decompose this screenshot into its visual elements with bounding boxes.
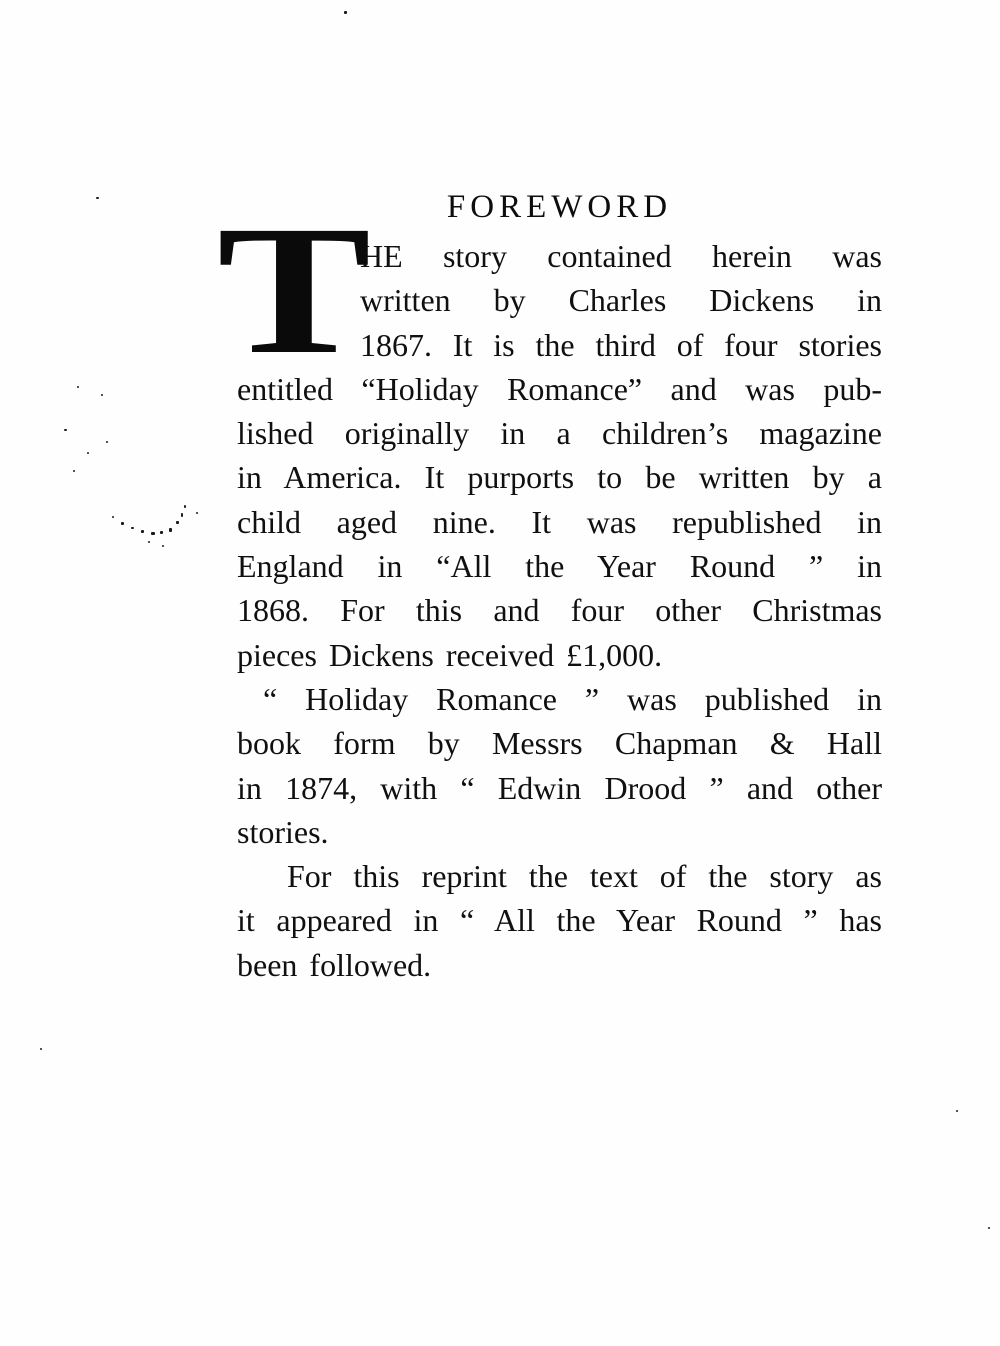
text-line: HE story contained herein was: [360, 238, 882, 274]
text-line: England in “All the Year Round ” in: [237, 548, 882, 585]
scan-artifact: [106, 441, 108, 443]
scan-artifact: [344, 11, 347, 14]
scan-artifact: [184, 505, 186, 508]
scan-artifact: [101, 394, 103, 396]
scan-artifact: [131, 527, 134, 529]
scan-artifact: [121, 522, 124, 525]
text-line: 1868. For this and four other Christmas: [237, 592, 882, 629]
text-line: been followed.: [237, 946, 432, 983]
text-line: pieces Dickens received £1,000.: [237, 636, 663, 673]
page-title: FOREWORD: [446, 189, 673, 225]
text-line: 1867. It is the third of four stories: [360, 326, 882, 363]
scan-artifact: [176, 521, 179, 524]
paragraph: [237, 854, 882, 987]
scan-artifact: [162, 545, 164, 547]
text-line: lished originally in a children’s magazine: [237, 415, 882, 452]
text-line: written by Charles Dickens in: [360, 282, 882, 319]
text-line: book form by Messrs Chapman & Hall: [237, 725, 882, 762]
scan-artifact: [160, 531, 163, 534]
scan-artifact: [77, 386, 79, 388]
scan-artifact: [196, 512, 198, 514]
scan-artifact: [64, 429, 67, 431]
text-line: child aged nine. It was republished in: [237, 503, 882, 540]
scan-artifact: [96, 197, 99, 199]
scan-artifact: [87, 452, 89, 454]
scan-artifact: [956, 1110, 958, 1112]
text-line: “ Holiday Romance ” was published in: [263, 680, 882, 717]
scan-artifact: [148, 541, 150, 543]
drop-cap-letter: T: [217, 188, 372, 393]
scan-artifact: [112, 516, 114, 518]
text-line: stories.: [237, 813, 329, 850]
text-line: in America. It purports to be written by a: [237, 459, 882, 496]
scan-artifact: [40, 1048, 42, 1050]
scan-artifact: [988, 1227, 990, 1229]
scan-artifact: [151, 532, 155, 535]
text-line: entitled “Holiday Romance” and was pub-: [237, 370, 882, 407]
text-line: For this reprint the text of the story as: [287, 858, 882, 895]
scan-artifact: [73, 470, 75, 472]
paragraph: [237, 677, 882, 854]
scan-artifact: [169, 528, 172, 532]
text-line: in 1874, with “ Edwin Drood ” and other: [237, 769, 882, 806]
text-line: it appeared in “ All the Year Round ” has: [237, 902, 882, 939]
scan-artifact: [181, 513, 183, 517]
scan-artifact: [141, 530, 144, 533]
